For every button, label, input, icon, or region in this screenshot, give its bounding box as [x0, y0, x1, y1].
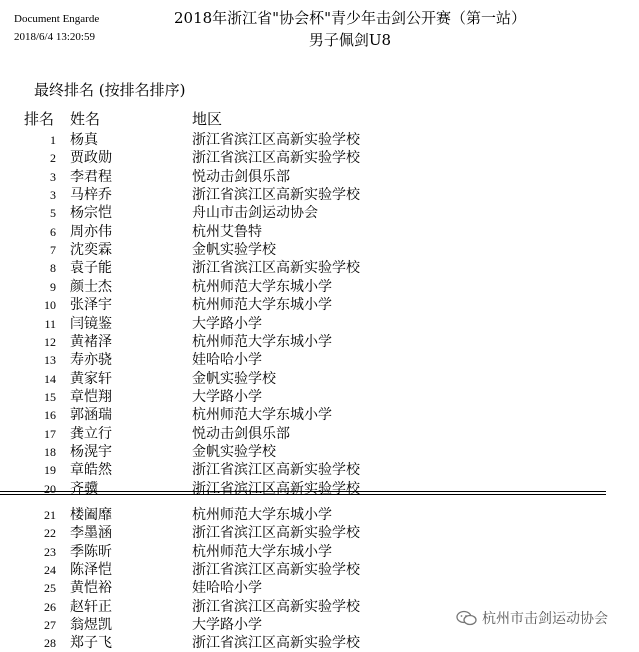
cell-region: 杭州艾鲁特	[192, 223, 262, 240]
cell-rank: 3	[50, 169, 56, 184]
cell-name: 袁子能	[70, 260, 112, 277]
cell-region: 大学路小学	[192, 315, 262, 332]
cell-rank: 12	[44, 334, 56, 349]
app-name: Document Engarde	[14, 13, 100, 25]
table-row	[0, 315, 639, 333]
cell-name: 马梓乔	[70, 187, 112, 204]
cell-region: 悦动击剑俱乐部	[192, 168, 290, 185]
table-row	[0, 204, 639, 222]
cell-region: 浙江省滨江区高新实验学校	[192, 187, 360, 204]
watermark-text: 杭州市击剑运动协会	[482, 611, 608, 627]
cell-rank: 20	[44, 481, 56, 496]
cell-rank: 10	[44, 298, 56, 313]
column-header-rank: 排名	[24, 110, 55, 128]
cell-region: 杭州师范大学东城小学	[192, 333, 332, 350]
cell-rank: 24	[44, 563, 56, 578]
cell-name: 季陈昕	[70, 543, 112, 560]
cell-rank: 7	[50, 243, 56, 258]
cell-name: 龚立行	[70, 425, 112, 442]
cell-region: 浙江省滨江区高新实验学校	[192, 562, 360, 579]
cell-name: 李君程	[70, 168, 112, 185]
cell-name: 郑子飞	[70, 635, 112, 652]
cell-rank: 13	[44, 353, 56, 368]
table-row	[0, 524, 639, 542]
cell-name: 杨滉宇	[70, 443, 112, 460]
cell-rank: 25	[44, 581, 56, 596]
cell-region: 浙江省滨江区高新实验学校	[192, 525, 360, 542]
column-header-region: 地区	[192, 110, 223, 128]
cell-region: 杭州师范大学东城小学	[192, 407, 332, 424]
cell-rank: 18	[44, 444, 56, 459]
cell-name: 李墨涵	[70, 525, 112, 542]
cell-name: 杨真	[70, 132, 98, 148]
cell-region: 浙江省滨江区高新实验学校	[192, 480, 360, 497]
cell-name: 章皓然	[70, 462, 112, 479]
cell-name: 郭涵瑞	[70, 407, 112, 424]
cell-region: 杭州师范大学东城小学	[192, 297, 332, 314]
cell-region: 浙江省滨江区高新实验学校	[192, 462, 360, 479]
cell-name: 赵轩正	[70, 598, 112, 615]
timestamp: 2018/6/4 13:20:59	[14, 31, 95, 43]
cell-region: 浙江省滨江区高新实验学校	[192, 132, 360, 148]
table-row	[0, 370, 639, 388]
cell-rank: 26	[44, 599, 56, 614]
cell-name: 黄家轩	[70, 370, 112, 387]
cell-name: 闫镜鉴	[70, 315, 112, 332]
cell-region: 杭州师范大学东城小学	[192, 278, 332, 295]
table-row	[0, 561, 639, 579]
table-row	[0, 461, 639, 479]
cell-rank: 14	[44, 371, 56, 386]
table-row	[0, 579, 639, 597]
cell-rank: 19	[44, 463, 56, 478]
cell-rank: 17	[44, 426, 56, 441]
cell-name: 杨宗恺	[70, 205, 112, 222]
table-row	[0, 388, 639, 406]
table-row	[0, 168, 639, 186]
table-row	[0, 333, 639, 351]
table-row	[0, 223, 639, 241]
table-row	[0, 241, 639, 259]
cell-region: 浙江省滨江区高新实验学校	[192, 598, 360, 615]
watermark	[456, 608, 608, 628]
cell-rank: 5	[50, 206, 56, 221]
cell-name: 齐骥	[70, 480, 98, 497]
cell-rank: 11	[44, 316, 56, 331]
cell-name: 周亦伟	[70, 223, 112, 240]
cell-region: 大学路小学	[192, 388, 262, 405]
cell-name: 贾政勋	[70, 150, 112, 167]
cell-rank: 1	[50, 133, 56, 147]
cell-name: 章恺翔	[70, 388, 112, 405]
cell-name: 黄恺裕	[70, 580, 112, 597]
page-title: 2018年浙江省"协会杯"青少年击剑公开赛（第一站）	[174, 9, 526, 27]
cell-region: 金帆实验学校	[192, 242, 276, 259]
wechat-icon	[456, 610, 478, 626]
table-row	[0, 351, 639, 369]
cell-name: 寿亦骁	[70, 352, 112, 369]
cell-rank: 23	[44, 544, 56, 559]
cell-region: 浙江省滨江区高新实验学校	[192, 260, 360, 277]
cell-name: 翁煜凯	[70, 617, 112, 634]
cell-rank: 6	[50, 224, 56, 239]
cell-region: 浙江省滨江区高新实验学校	[192, 150, 360, 167]
section-title: 最终排名 (按排名排序)	[34, 81, 186, 99]
cell-region: 金帆实验学校	[192, 443, 276, 460]
column-header-name: 姓名	[70, 110, 101, 128]
cell-region: 金帆实验学校	[192, 370, 276, 387]
cell-region: 舟山市击剑运动协会	[192, 205, 318, 222]
table-row	[0, 131, 639, 149]
cell-name: 黄褚泽	[70, 333, 112, 350]
table-row	[0, 259, 639, 277]
cell-name: 张泽宇	[70, 297, 112, 314]
table-row	[0, 543, 639, 561]
cell-rank: 15	[44, 389, 56, 404]
table-row	[0, 278, 639, 296]
cell-rank: 8	[50, 261, 56, 276]
table-row	[0, 506, 639, 524]
cell-name: 颜士杰	[70, 278, 112, 295]
cell-name: 楼阖靡	[70, 507, 112, 523]
cell-region: 杭州师范大学东城小学	[192, 543, 332, 560]
table-row	[0, 406, 639, 424]
cell-rank: 22	[44, 526, 56, 541]
cell-rank: 28	[44, 636, 56, 651]
cell-name: 陈泽恺	[70, 562, 112, 579]
cell-rank: 21	[44, 508, 56, 522]
table-row	[0, 425, 639, 443]
cell-rank: 9	[50, 279, 56, 294]
page-subtitle: 男子佩剑U8	[308, 31, 392, 49]
cell-region: 娃哈哈小学	[192, 352, 262, 369]
divider-line	[0, 494, 606, 495]
cell-region: 杭州师范大学东城小学	[192, 507, 332, 523]
divider-line	[0, 491, 606, 492]
table-row	[0, 634, 639, 652]
cell-region: 悦动击剑俱乐部	[192, 425, 290, 442]
cell-region: 大学路小学	[192, 617, 262, 634]
cell-name: 沈奕霖	[70, 242, 112, 259]
table-row	[0, 443, 639, 461]
table-row	[0, 296, 639, 314]
cell-rank: 2	[50, 151, 56, 166]
cell-rank: 16	[44, 408, 56, 423]
cell-region: 浙江省滨江区高新实验学校	[192, 635, 360, 652]
table-row	[0, 149, 639, 167]
table-row	[0, 186, 639, 204]
cell-rank: 27	[44, 618, 56, 633]
cell-region: 娃哈哈小学	[192, 580, 262, 597]
cell-rank: 3	[50, 188, 56, 203]
